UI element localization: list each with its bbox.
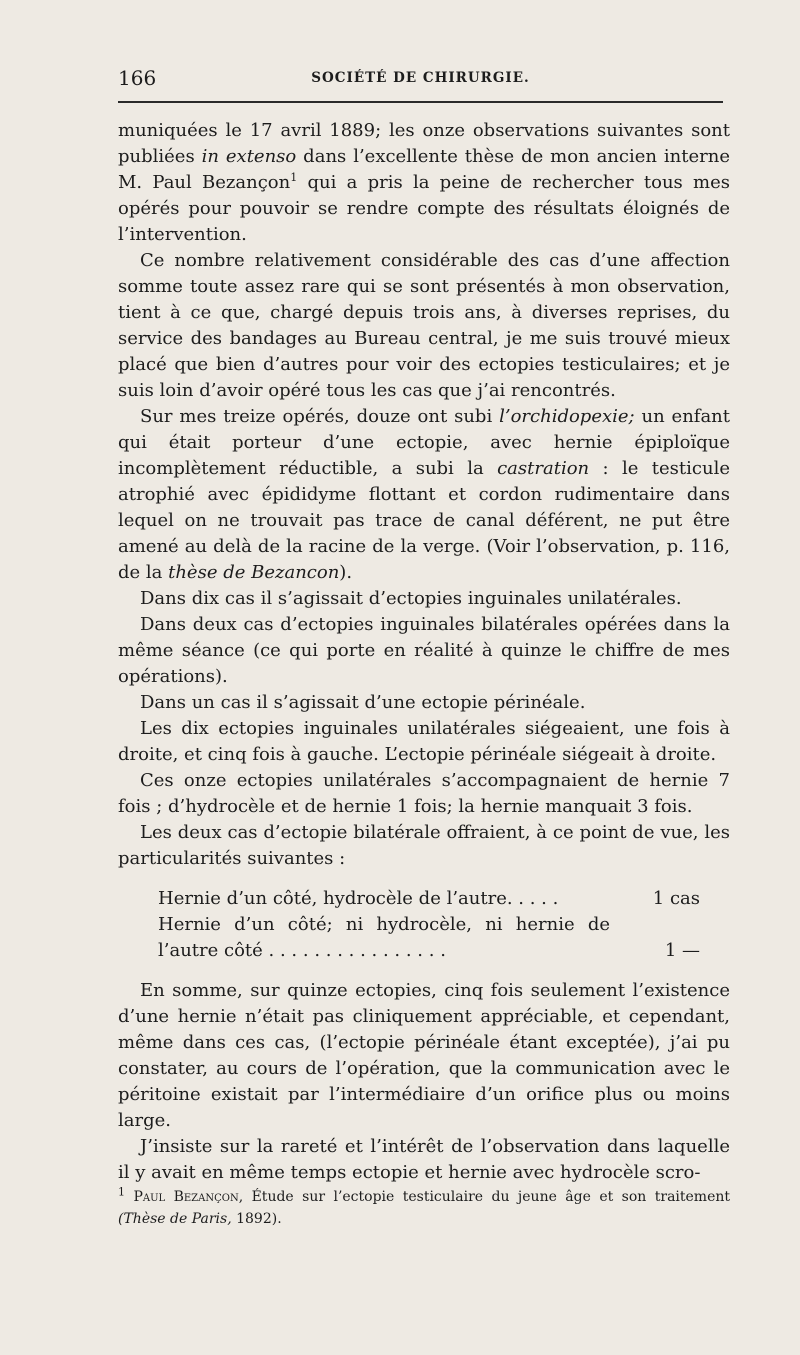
paragraph-11: J’insiste sur la rareté et l’intérêt de l’observation dans laquelle il y avait en même temps ectopie et hernie avec hydrocèle scro- [118,1136,730,1183]
paragraph-7: Les dix ectopies inguinales unilatérales siégeaient, une fois à droite, et cinq fois à gauche. L’ectopie périnéale siégeait à droite. [118,718,730,765]
particularities-list [158,886,700,964]
paragraph-4: Dans dix cas il s’agissait d’ectopies inguinales unilatérales. [140,588,682,609]
footnote: $^1$ Paul Bezançon, Étude sur l’ectopie testiculaire du jeune âge et son traitement (Thèse de Paris, 1892). [118,1185,731,1227]
paragraph-8: Ces onze ectopies unilatérales s’accompagnaient de hernie 7 fois ; d’hydrocèle et de hernie 1 fois; la hernie manquait 3 fois. [118,770,730,817]
paragraph-10: En somme, sur quinze ectopies, cinq fois seulement l’existence d’une hernie n’était pas cliniquement appréciable, et cependant, même dans ces cas, (l’ectopie périnéale étant exceptée), j’ai pu constater, au cours de l’opération, que la communication avec le péritoine existait par l’intermédiaire d’un orifice plus ou moins large. [118,980,730,1131]
footnote-author: Paul Bezançon, [133,1189,244,1205]
list-item-count: 1 cas [652,888,700,909]
footnote-source: (Thèse de Paris, [118,1211,232,1227]
paragraph-2: Ce nombre relativement considérable des cas d’une affection somme toute assez rare qui se sont présentés à mon observation, tient à ce que, chargé depuis trois ans, à diverses reprises, du service des bandages au Bureau central, je me suis trouvé mieux placé que bien d’autres pour voir des ectopies testiculaires; et je suis loin d’avoir opéré tous les cas que j’ai rencontrés. [118,250,730,401]
paragraph-9: Les deux cas d’ectopie bilatérale offraient, à ce point de vue, les particularités suivantes : [118,822,730,869]
list-item-label: Hernie d’un côté, hydrocèle de l’autre. . . . . [158,888,559,909]
list-item-count: 1 — [664,940,700,961]
emphasis-orchidopexie: l’orchidopexie; [499,406,635,427]
paragraph-5: Dans deux cas d’ectopies inguinales bilatérales opérées dans la même séance (ce qui porte en réalité à quinze le chiffre de mes opérations). [118,614,730,687]
page-header [118,66,723,90]
list-item [158,886,700,912]
paragraph-1: muniquées le 17 avril 1889; les onze observations suivantes sont publiées in extenso dans l’excellente thèse de mon ancien interne M. Paul Bezançon$^1$ qui a pris la peine de rechercher tous mes opérés pour pouvoir se rendre compte des résultats éloignés de l’intervention. [118,120,730,245]
running-title: SOCIÉTÉ DE CHIRURGIE. [311,70,530,86]
header-rule [118,101,723,103]
list-item [158,912,700,964]
emphasis-in-extenso: in extenso [201,146,297,167]
emphasis-these: thèse de Bezancon [168,562,340,583]
footnote-marker: 1 [118,1185,125,1199]
list-item-label: Hernie d’un côté; ni hydrocèle, ni hernie de l’autre côté . . . . . . . . . . . . . . . . [158,914,610,961]
emphasis-castration: castration [497,458,590,479]
body-text [118,118,730,1186]
footnote-ref: 1 [290,171,298,184]
paragraph-3: Sur mes treize opérés, douze ont subi l’orchidopexie; un enfant qui était porteur d’une ectopie, avec hernie épiploïque incomplètement réductible, a subi la castration : le testicule atrophié avec épididyme flottant et cordon rudimentaire dans lequel on ne trouvait pas trace de canal déférent, ne put être amené au delà de la racine de la verge. (Voir l’observation, p. 116, de la thèse de Bezancon). [118,406,731,583]
page-number: 166 [118,66,157,90]
paragraph-6: Dans un cas il s’agissait d’une ectopie périnéale. [140,692,586,713]
